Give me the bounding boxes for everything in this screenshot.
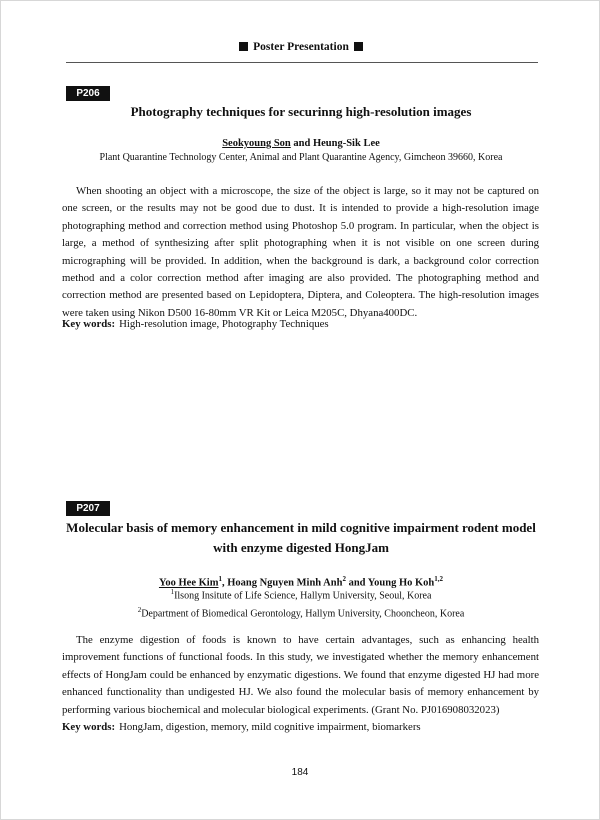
- affiliation: [62, 603, 540, 621]
- title-line: Photography techniques for securinng high-resolution images: [130, 104, 472, 119]
- affiliation-text: Department of Biomedical Gerontology, Hallym University, Chooncheon, Korea: [141, 608, 465, 620]
- poster-title: [62, 102, 540, 122]
- black-square-icon: [239, 42, 248, 51]
- affiliation-marker: 1: [218, 575, 222, 583]
- presenting-author: Yoo Hee Kim: [158, 577, 219, 589]
- black-square-icon: [354, 42, 363, 51]
- presenting-author: Seokyoung Son: [222, 138, 291, 149]
- keywords-text: HongJam, digestion, memory, mild cognitive impairment, biomarkers: [119, 721, 421, 733]
- poster-title: [62, 518, 540, 558]
- affiliation: [62, 585, 540, 603]
- affiliation-text: Plant Quarantine Technology Center, Animal and Plant Quarantine Agency, Gimcheon 39660, Korea: [99, 152, 503, 163]
- keywords: [62, 316, 539, 333]
- keywords-label: Key words:: [62, 318, 116, 330]
- affiliation-marker: 2: [137, 606, 142, 615]
- abstract: The enzyme digestion of foods is known to have certain advantages, such as enhancing health improvement functions of functional foods. In this study, we investigated whether the memory enhancement effects of HongJam could be enhanced by enzymatic digestions. We found that enzyme digested HJ had more enhanced functionality than undigested HJ. We also found the molecular basis of memory enhancement by performing various biochemical and molecular biological experiments. (Grant No. PJ016908032023): [62, 634, 539, 716]
- author: Hoang Nguyen Minh Anh: [227, 577, 343, 589]
- affiliation-text: Ilsong Insitute of Life Science, Hallym University, Seoul, Korea: [174, 590, 432, 602]
- author-separator: and: [290, 138, 313, 149]
- running-header: [66, 41, 536, 61]
- author: Heung-Sik Lee: [312, 138, 380, 149]
- title-line: Molecular basis of memory enhancement in mild cognitive impairment rodent model: [66, 520, 536, 535]
- poster-id-badge: P207: [66, 501, 110, 516]
- affiliation-marker: 1: [170, 588, 175, 596]
- author-separator: ,: [221, 577, 228, 589]
- page-number: 184: [291, 767, 309, 778]
- keywords-label: Key words:: [62, 721, 116, 733]
- author: Young Ho Koh: [367, 577, 435, 589]
- abstract: When shooting an object with a microscope, the size of the object is large, so it may not be captured on one screen, or the results may not be good due to dust. It is intended to provide a high-resolution image photographing method and correction method using Photoshop 5.0 program. In particular, when the object is large, a method of synthesizing after split photographing when it is not visible on one screen during micrographing will be provided. In addition, when the background is dark, a background color correction method and a color correction method after imaging are also provided. The photographing method and correction method are presented based on Lepidoptera, Diptera, and Coleoptera. The high-resolution images were taken using Nikon D500 16-80mm VR Kit or Leica M205C, Dhyana400DC.: [62, 185, 539, 319]
- affiliation-list: [62, 585, 540, 622]
- author-list: [62, 137, 540, 151]
- header-label: Poster Presentation: [253, 41, 349, 53]
- keywords-text: High-resolution image, Photography Techniques: [119, 318, 329, 330]
- header-rule: [66, 62, 538, 63]
- title-line: with enzyme digested HongJam: [213, 540, 389, 555]
- keywords: [62, 719, 539, 736]
- author-separator: and: [345, 577, 368, 589]
- affiliation-marker: 2: [342, 575, 346, 583]
- affiliation: [62, 150, 540, 165]
- poster-id-badge: P206: [66, 86, 110, 101]
- affiliation-marker: 1,2: [434, 575, 444, 583]
